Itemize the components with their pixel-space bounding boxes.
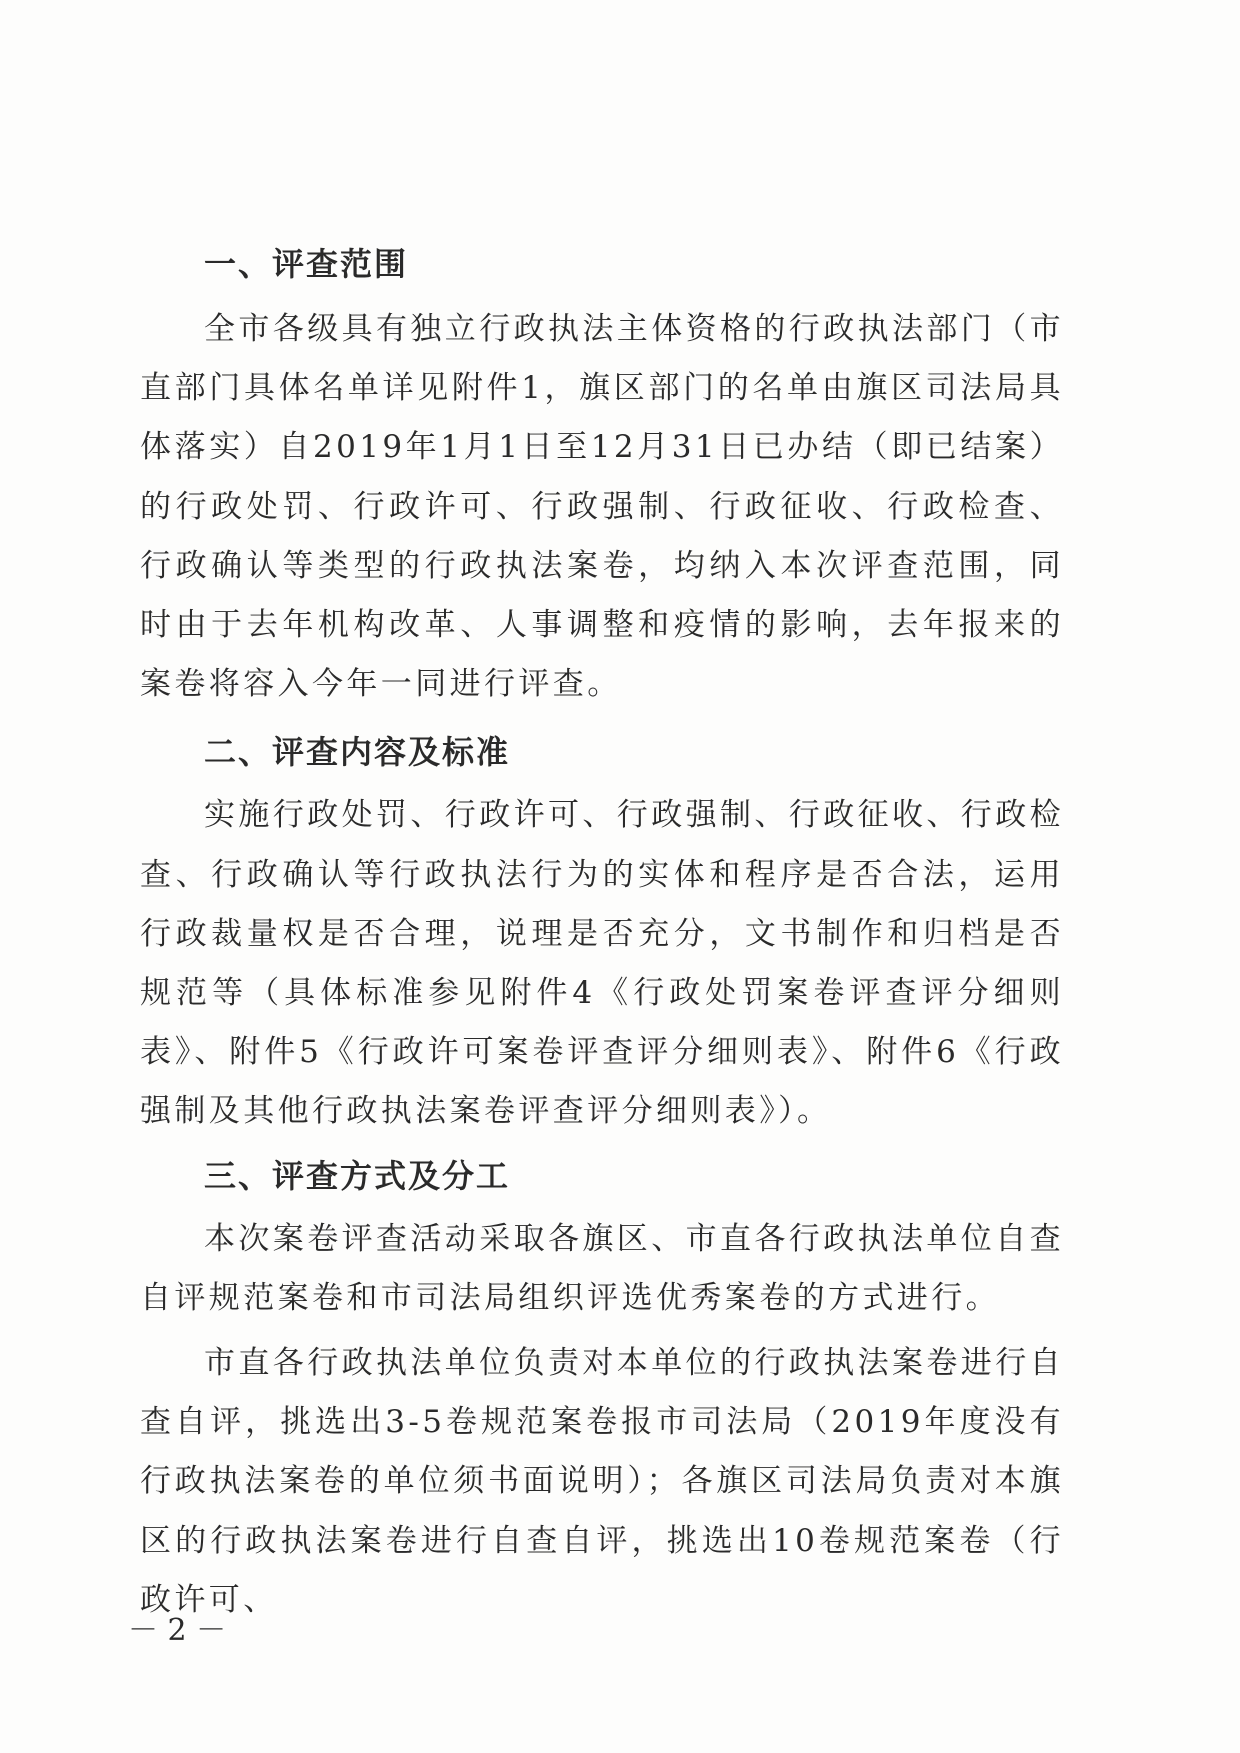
document-body xyxy=(140,232,1064,1630)
section-3-heading: 三、评查方式及分工 xyxy=(204,1156,511,1195)
section-3-paragraph-1: 本次案卷评查活动采取各旗区、市直各行政执法单位自查自评规范案卷和市司法局组织评选优秀案卷的方式进行。 xyxy=(140,1220,1064,1316)
section-2-heading: 二、评查内容及标准 xyxy=(204,733,511,772)
section-1-paragraph: 全市各级具有独立行政执法主体资格的行政执法部门（市直部门具体名单详见附件1，旗区部门的名单由旗区司法局具体落实）自2019年1月1日至12月31日已办结（即已结案）的行政处罚、行政许可、行政强制、行政征收、行政检查、行政确认等类型的行政执法案卷，均纳入本次评查范围，同时由于去年机构改革、人事调整和疫情的影响，去年报来的案卷将容入今年一同进行评查。 xyxy=(140,311,1064,703)
section-1-heading: 一、评查范围 xyxy=(204,245,409,283)
page-number: － 2 － xyxy=(128,1613,227,1648)
section-3-paragraph-2: 市直各行政执法单位负责对本单位的行政执法案卷进行自查自评，挑选出3-5卷规范案卷报市司法局（2019年度没有行政执法案卷的单位须书面说明）；各旗区司法局负责对本旗区的行政执法案卷进行自查自评，挑选出10卷规范案卷（行政许可、 xyxy=(140,1345,1064,1618)
section-2-paragraph: 实施行政处罚、行政许可、行政强制、行政征收、行政检查、行政确认等行政执法行为的实体和程序是否合法，运用行政裁量权是否合理，说理是否充分，文书制作和归档是否规范等（具体标准参见附件4《行政处罚案卷评查评分细则表》、附件5《行政许可案卷评查评分细则表》、附件6《行政强制及其他行政执法案卷评查评分细则表》）。 xyxy=(140,797,1064,1130)
